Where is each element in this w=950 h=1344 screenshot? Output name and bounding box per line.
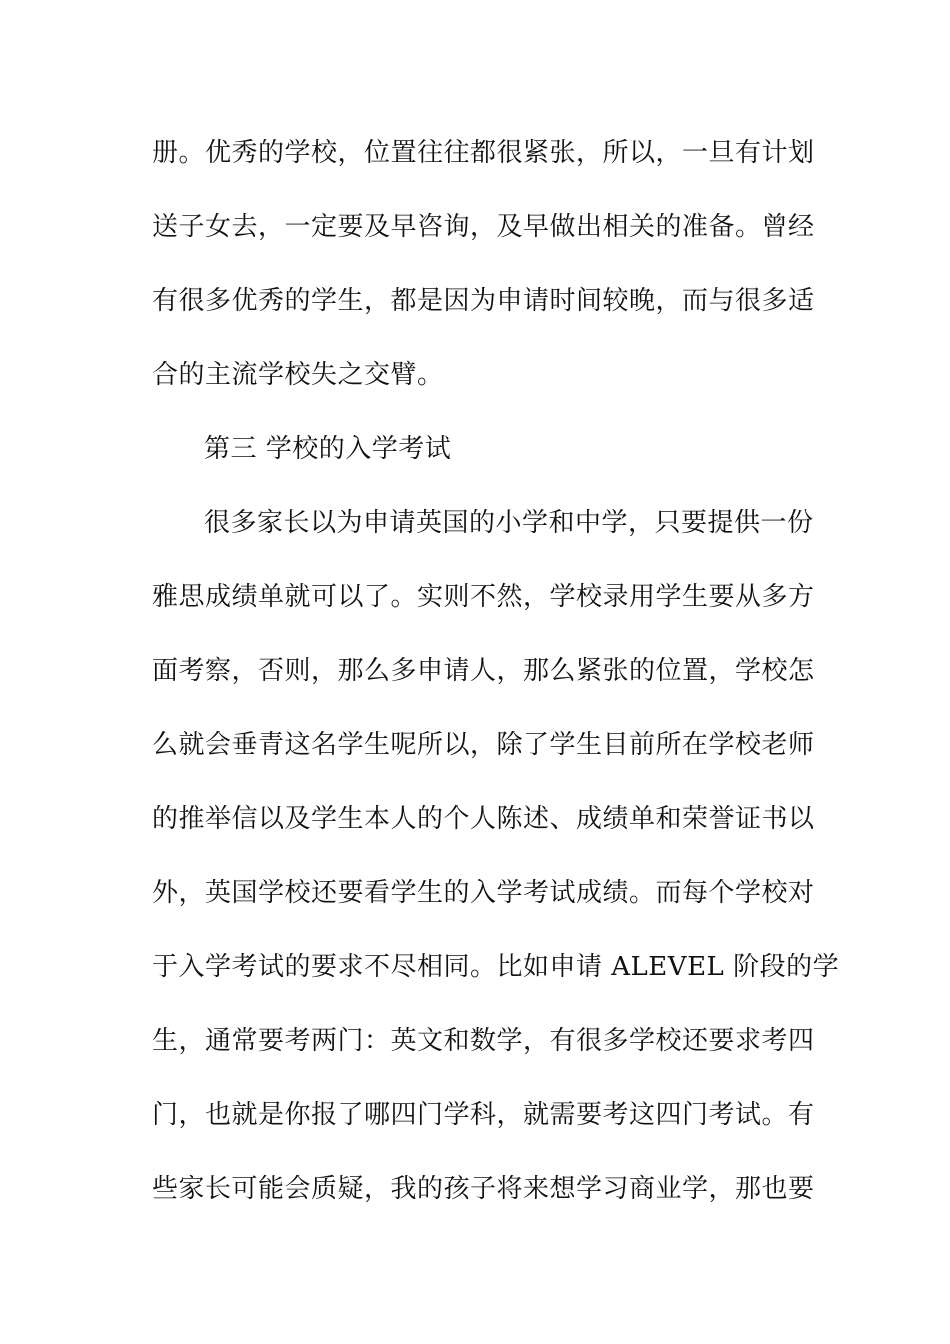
- section-heading: 第三 学校的入学考试: [204, 434, 452, 464]
- paragraph-line: 么就会垂青这名学生呢所以，除了学生目前所在学校老师: [152, 730, 815, 760]
- paragraph-line: 雅思成绩单就可以了。实则不然，学校录用学生要从多方: [152, 582, 815, 612]
- paragraph-line: 送子女去，一定要及早咨询，及早做出相关的准备。曾经: [152, 212, 815, 242]
- paragraph-line: 外，英国学校还要看学生的入学考试成绩。而每个学校对: [152, 878, 815, 908]
- paragraph-line: 合的主流学校失之交臂。: [152, 360, 444, 390]
- paragraph-line: 的推举信以及学生本人的个人陈述、成绩单和荣誉证书以: [152, 804, 815, 834]
- paragraph-line: 于入学考试的要求不尽相同。比如申请 ALEVEL 阶段的学: [152, 952, 840, 982]
- paragraph-line: 门，也就是你报了哪四门学科，就需要考这四门考试。有: [152, 1100, 815, 1130]
- paragraph-line: 面考察，否则，那么多申请人，那么紧张的位置，学校怎: [152, 656, 815, 686]
- paragraph-line: 些家长可能会质疑，我的孩子将来想学习商业学，那也要: [152, 1174, 815, 1204]
- paragraph-line: 有很多优秀的学生，都是因为申请时间较晚，而与很多适: [152, 286, 815, 316]
- paragraph-line: 册。优秀的学校，位置往往都很紧张，所以，一旦有计划: [152, 138, 815, 168]
- paragraph-line: 生，通常要考两门：英文和数学，有很多学校还要求考四: [152, 1026, 815, 1056]
- paragraph-line: 很多家长以为申请英国的小学和中学，只要提供一份: [204, 508, 814, 538]
